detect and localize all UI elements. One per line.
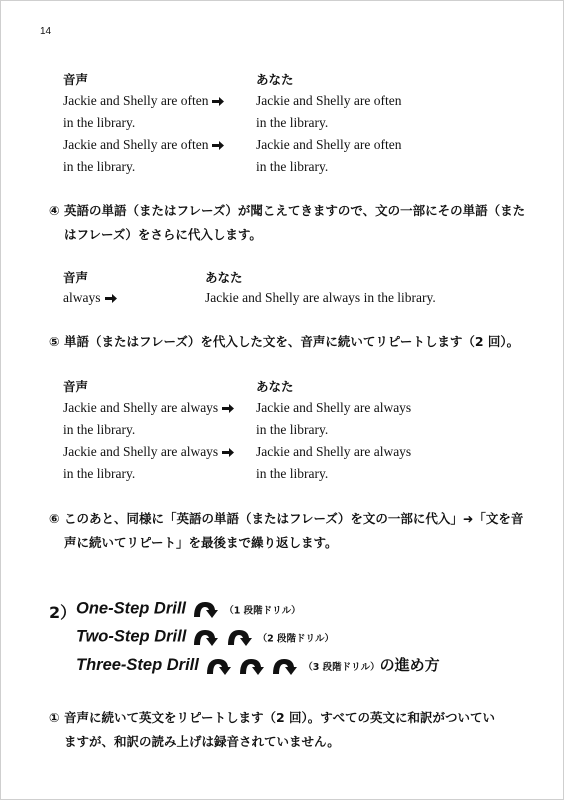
audio-line: always (63, 290, 117, 306)
step-text: 声に続いてリピート」を最後まで繰り返します。 (64, 535, 338, 550)
curved-arrow-icon (204, 655, 232, 677)
you-line: in the library. (256, 466, 329, 481)
audio-line: Jackie and Shelly are always (63, 444, 234, 460)
you-line: in the library. (256, 159, 329, 174)
step-text: 単語（またはフレーズ）を代入した文を、音声に続いてリピートします（2 回）。 (64, 334, 520, 349)
label-audio: 音声 (63, 72, 89, 87)
audio-line: Jackie and Shelly are often (63, 137, 224, 153)
audio-line: Jackie and Shelly are often (63, 93, 224, 109)
drill-title: Two-Step Drill (76, 627, 187, 646)
step-text: 音声に続いて英文をリピートします（2 回）。すべての英文に和訳がついてい (64, 710, 496, 725)
drill-title: Three-Step Drill (76, 656, 199, 674)
step-number: ④ (49, 203, 60, 218)
drill-heading-suffix: の進め方 (379, 656, 440, 674)
drill-one-step (76, 598, 301, 620)
step-text: このあと、同様に「英語の単語（またはフレーズ）を文の一部に代入」➜「文を音 (64, 511, 524, 526)
label-audio: 音声 (63, 379, 89, 394)
drill-note: （2 段階ドリル） (257, 633, 335, 645)
drill-note: （3 段階ドリル） (303, 662, 380, 673)
label-you: あなた (256, 379, 294, 394)
right-arrow-icon (105, 294, 117, 303)
label-you: あなた (256, 72, 294, 87)
drill-two-step (76, 626, 334, 648)
audio-line: Jackie and Shelly are always (63, 400, 234, 416)
step-text: 英語の単語（またはフレーズ）が聞こえてきますので、文の一部にその単語（また (64, 203, 526, 218)
you-line: in the library. (256, 422, 329, 437)
right-arrow-icon (222, 404, 234, 413)
drill-title: One-Step Drill (76, 599, 187, 618)
audio-line: in the library. (63, 159, 136, 174)
you-line: Jackie and Shelly are often (256, 93, 402, 108)
you-line: Jackie and Shelly are always (256, 400, 412, 415)
right-arrow-icon (212, 141, 224, 150)
instruction-step-5 (49, 330, 519, 354)
drill-three-step (76, 654, 440, 677)
step-number: ⑥ (49, 511, 60, 526)
you-line: Jackie and Shelly are always (256, 444, 412, 459)
step-text: はフレーズ）をさらに代入します。 (64, 227, 262, 242)
curved-arrow-icon (237, 655, 265, 677)
right-arrow-icon (222, 448, 234, 457)
instruction-step-1 (49, 706, 495, 754)
you-line: Jackie and Shelly are often (256, 137, 402, 152)
curved-arrow-icon (191, 598, 219, 620)
label-you: あなた (205, 270, 243, 285)
step-number: ① (49, 710, 60, 725)
audio-line: in the library. (63, 422, 136, 437)
right-arrow-icon (212, 97, 224, 106)
section-number: 2） (49, 603, 77, 622)
audio-line: in the library. (63, 466, 136, 481)
you-line: in the library. (256, 115, 329, 130)
curved-arrow-icon (191, 626, 219, 648)
curved-arrow-icon (225, 626, 253, 648)
audio-line: in the library. (63, 115, 136, 130)
step-text: ますが、和訳の読み上げは録音されていません。 (64, 734, 340, 749)
instruction-step-6 (49, 507, 523, 555)
curved-arrow-icon (270, 655, 298, 677)
step-number: ⑤ (49, 334, 60, 349)
you-line: Jackie and Shelly are always in the library. (205, 290, 436, 305)
drill-note: （1 段階ドリル） (224, 605, 301, 617)
label-audio: 音声 (63, 270, 89, 285)
instruction-step-4 (49, 199, 525, 247)
page-number: 14 (40, 26, 52, 37)
